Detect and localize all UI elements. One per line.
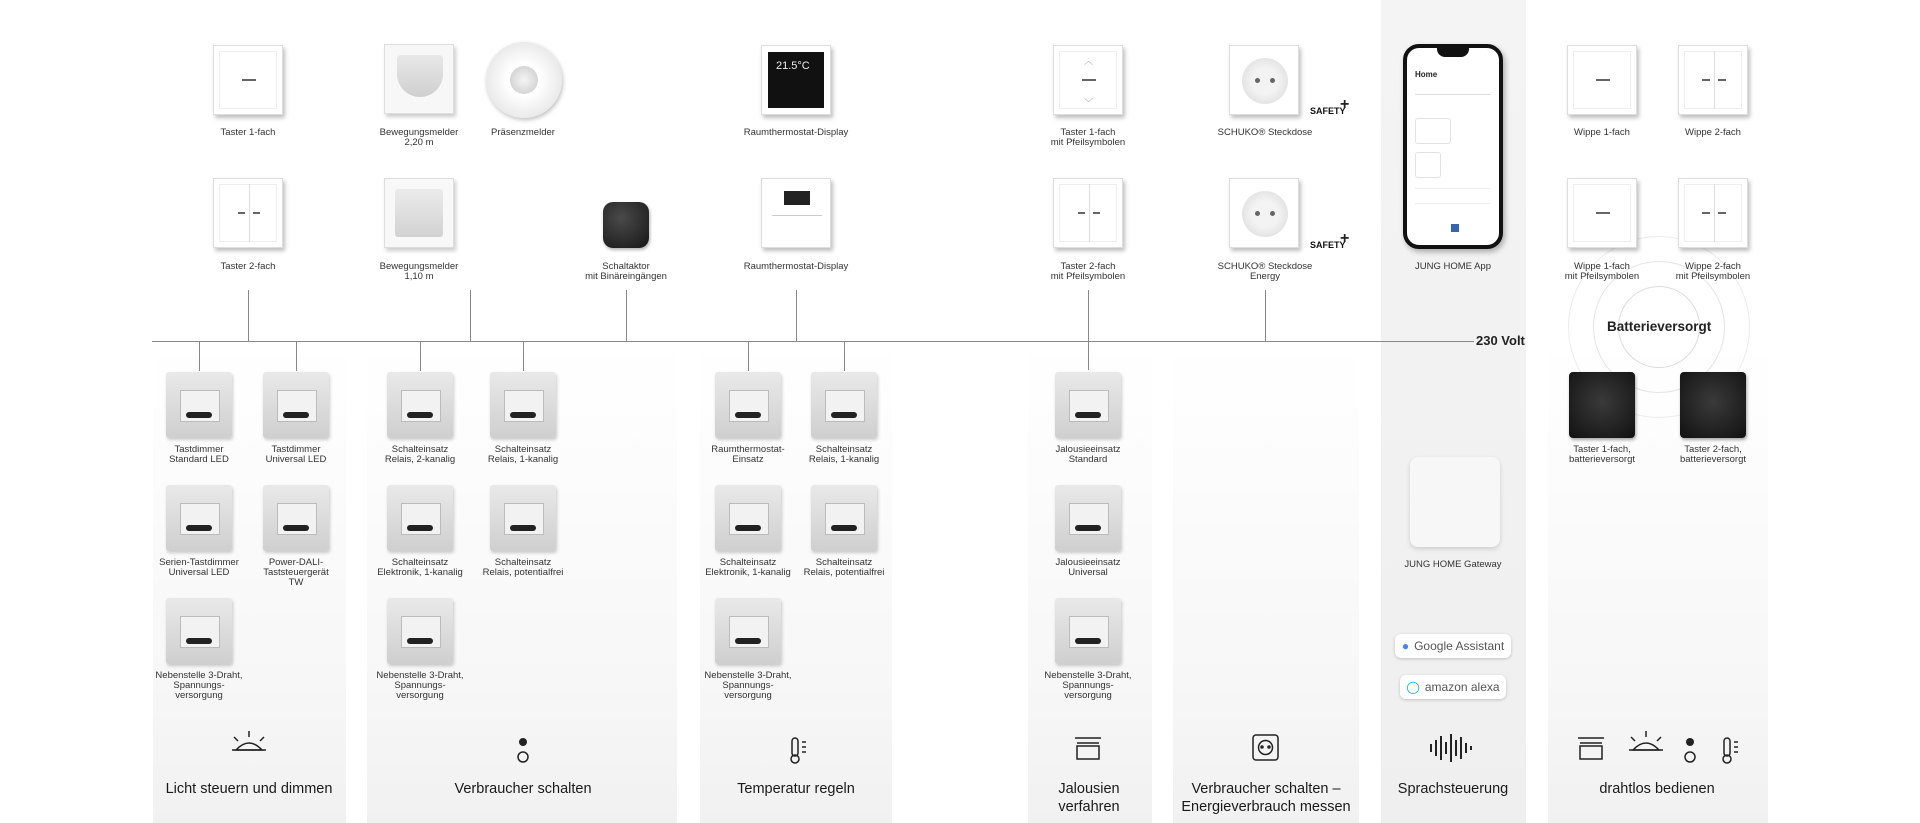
app-title: Home [1415, 70, 1438, 79]
plus-icon: + [1340, 96, 1350, 113]
insert-label: Serien-Tastdimmer Universal LED [159, 557, 239, 578]
connector [523, 341, 524, 371]
flush-insert-module [387, 598, 453, 664]
device-label: SCHUKO® Steckdose [1217, 127, 1313, 138]
presence-detector-icon [486, 42, 562, 118]
connector [296, 341, 297, 371]
flush-insert-module [263, 372, 329, 438]
device-label: Schaltaktor mit Binäreingängen [585, 261, 667, 282]
device-label: Taster 2-fach mit Pfeilsymbolen [1050, 261, 1126, 282]
gateway-device [1410, 457, 1500, 547]
insert-label: Schalteinsatz Relais, potentialfrei [803, 557, 885, 578]
insert-label: Schalteinsatz Elektronik, 1-kanalig [377, 557, 463, 578]
insert-label: Jalousieeinsatz Universal [1055, 557, 1121, 578]
rocker-2-gang [1678, 45, 1748, 115]
connector [1088, 290, 1089, 370]
device-label: Wippe 2-fach mit Pfeilsymbolen [1675, 261, 1751, 282]
category-light: Licht steuern und dimmen [165, 781, 333, 797]
connector [470, 290, 471, 341]
insert-label: Jalousieeinsatz Standard [1055, 444, 1121, 465]
connector [626, 290, 627, 341]
insert-label: Schalteinsatz Relais, 1-kanalig [487, 444, 559, 465]
flush-insert-module [166, 372, 232, 438]
flush-insert-module [1055, 485, 1121, 551]
chevron-down-icon: ﹀ [1084, 98, 1094, 108]
switch-2-gang [213, 178, 283, 248]
category-wireless: drahtlos bedienen [1599, 781, 1715, 797]
switch-1-gang [213, 45, 283, 115]
battery-label: Batterieversorgt [1607, 319, 1712, 334]
device-label: Taster 1-fach mit Pfeilsymbolen [1050, 127, 1126, 148]
flush-insert-module [715, 485, 781, 551]
device-label: Wippe 2-fach [1685, 127, 1741, 138]
flush-insert-module [811, 372, 877, 438]
insert-label: Taster 2-fach, batterieversorgt [1679, 444, 1746, 465]
insert-label: Nebenstelle 3-Draht, Spannungs- versorgung [704, 670, 792, 701]
connector [748, 341, 749, 371]
connector [248, 290, 249, 341]
flush-insert-module [1055, 372, 1121, 438]
device-label: SCHUKO® Steckdose Energy [1217, 261, 1313, 282]
flush-insert-module [387, 372, 453, 438]
motion-detector-icon [384, 44, 454, 114]
insert-label: Tastdimmer Universal LED [265, 444, 327, 465]
flush-insert-module [490, 372, 556, 438]
device-label: JUNG HOME App [1414, 261, 1492, 272]
battery-switch-module [1680, 372, 1746, 438]
insert-label: Nebenstelle 3-Draht, Spannungs- versorgung [155, 670, 243, 701]
google-dots-icon: ● [1401, 639, 1410, 653]
bus-label: 230 Volt [1476, 333, 1525, 348]
motion-detector-icon [384, 178, 454, 248]
category-voice: Sprachsteuerung [1397, 781, 1509, 797]
phone-app [1403, 44, 1503, 249]
device-label: Raumthermostat-Display [743, 127, 849, 138]
thermostat-display-black [761, 45, 831, 115]
device-label: Wippe 1-fach [1574, 127, 1630, 138]
flush-insert-module [166, 598, 232, 664]
insert-label: Schalteinsatz Relais, 2-kanalig [384, 444, 456, 465]
device-label: Bewegungsmelder 2,20 m [379, 127, 459, 148]
safety-badge: SAFETY [1310, 240, 1346, 250]
safety-badge: SAFETY [1310, 106, 1346, 116]
insert-label: Tastdimmer Standard LED [169, 444, 229, 465]
socket-schuko-energy [1229, 178, 1299, 248]
flush-insert-module [715, 372, 781, 438]
connector [796, 290, 797, 341]
insert-label: Taster 1-fach, batterieversorgt [1568, 444, 1635, 465]
google-assistant-badge [1395, 634, 1511, 658]
flush-insert-module [263, 485, 329, 551]
device-label: Taster 2-fach [220, 261, 276, 272]
battery-switch-module [1569, 372, 1635, 438]
insert-label: Power-DALI- Taststeuergerät TW [263, 557, 329, 588]
insert-label: Schalteinsatz Relais, 1-kanalig [808, 444, 880, 465]
plus-icon: + [1340, 230, 1350, 247]
category-temperature: Temperatur regeln [737, 781, 855, 797]
alexa-label: amazon alexa [1424, 680, 1500, 694]
alexa-ring-icon: ◯ [1406, 680, 1420, 694]
switch-2-gang-arrows [1053, 178, 1123, 248]
device-label: Raumthermostat-Display [743, 261, 849, 272]
category-switch: Verbraucher schalten [454, 781, 592, 797]
device-label: Bewegungsmelder 1,10 m [379, 261, 459, 282]
rocker-1-gang [1567, 45, 1637, 115]
connector [420, 341, 421, 371]
alexa-badge [1400, 675, 1506, 699]
device-label: Wippe 1-fach mit Pfeilsymbolen [1564, 261, 1640, 282]
insert-label: Nebenstelle 3-Draht, Spannungs- versorgung [376, 670, 464, 701]
socket-schuko [1229, 45, 1299, 115]
insert-label: JUNG HOME Gateway [1404, 559, 1502, 570]
thermostat-display-white [761, 178, 831, 248]
bus-line [152, 341, 1474, 342]
flush-insert-module [166, 485, 232, 551]
insert-label: Raumthermostat- Einsatz [711, 444, 785, 465]
category-blinds: Jalousien verfahren [1058, 781, 1120, 815]
flush-insert-module [490, 485, 556, 551]
insert-label: Nebenstelle 3-Draht, Spannungs- versorgung [1044, 670, 1132, 701]
rocker-2-gang-arrows [1678, 178, 1748, 248]
chevron-up-icon: ︿ [1084, 56, 1094, 66]
flush-insert-module [715, 598, 781, 664]
connector [1265, 290, 1266, 341]
device-label: Taster 1-fach [220, 127, 276, 138]
flush-insert-module [1055, 598, 1121, 664]
insert-label: Schalteinsatz Relais, potentialfrei [482, 557, 564, 578]
flush-insert-module [387, 485, 453, 551]
insert-label: Schalteinsatz Elektronik, 1-kanalig [705, 557, 791, 578]
switch-1-gang-arrows [1053, 45, 1123, 115]
switch-actuator-icon [603, 202, 649, 248]
rocker-1-gang-arrows [1567, 178, 1637, 248]
google-label: Google Assistant [1414, 639, 1505, 653]
device-label: Präsenzmelder [491, 127, 555, 138]
connector [844, 341, 845, 371]
flush-insert-module [811, 485, 877, 551]
thermostat-readout: 21.5°C [776, 60, 810, 72]
column-energy [1173, 340, 1359, 823]
connector [199, 341, 200, 371]
category-energy: Verbraucher schalten – Energieverbrauch messen [1181, 781, 1351, 815]
